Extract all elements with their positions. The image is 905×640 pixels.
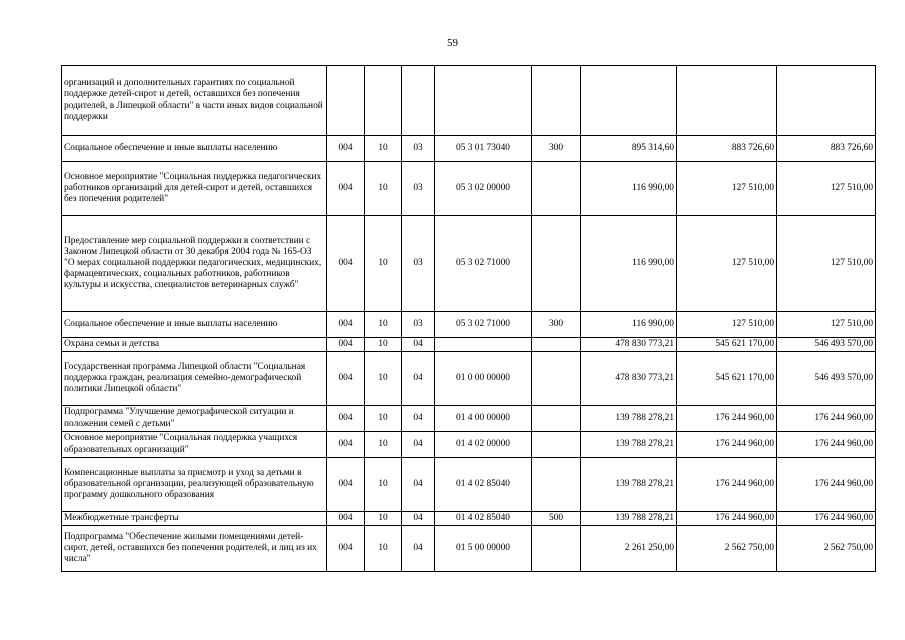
- cell-name: Государственная программа Липецкой области "Социальная поддержка граждан, реализация семейно-демографической политики Липецкой области": [62, 352, 327, 406]
- cell-amount-year2: 176 244 960,00: [677, 512, 777, 526]
- cell-expense-type: [532, 458, 581, 512]
- cell-section: 10: [365, 312, 402, 338]
- cell-subsection: 04: [402, 526, 435, 572]
- cell-subsection: 04: [402, 432, 435, 458]
- cell-target-article: 05 3 02 00000: [435, 162, 532, 216]
- cell-target-article: 01 4 02 00000: [435, 432, 532, 458]
- cell-name: Подпрограмма "Обеспечение жилыми помещениями детей-сирот, детей, оставшихся без попечения родителей, и лиц из их числа": [62, 526, 327, 572]
- cell-ministry: 004: [327, 406, 365, 432]
- cell-amount-year1: 139 788 278,21: [581, 432, 677, 458]
- cell-amount-year1: 116 990,00: [581, 162, 677, 216]
- cell-section: 10: [365, 458, 402, 512]
- cell-target-article: 01 4 02 85040: [435, 458, 532, 512]
- cell-section: 10: [365, 526, 402, 572]
- cell-amount-year3: 176 244 960,00: [777, 512, 876, 526]
- cell-target-article: 01 5 00 00000: [435, 526, 532, 572]
- cell-ministry: 004: [327, 458, 365, 512]
- table-row: [62, 216, 876, 312]
- cell-ministry: 004: [327, 338, 365, 352]
- cell-subsection: 03: [402, 216, 435, 312]
- cell-amount-year1: 139 788 278,21: [581, 458, 677, 512]
- cell-name: Основное мероприятие "Социальная поддержка учащихся образовательных организаций": [62, 432, 327, 458]
- page-number: 59: [447, 37, 458, 49]
- cell-target-article: 05 3 01 73040: [435, 136, 532, 162]
- cell-ministry: 004: [327, 136, 365, 162]
- cell-section: [365, 66, 402, 136]
- cell-amount-year3: [777, 66, 876, 136]
- cell-section: 10: [365, 136, 402, 162]
- cell-subsection: 03: [402, 136, 435, 162]
- table-row: [62, 432, 876, 458]
- table-row: [62, 312, 876, 338]
- cell-amount-year1: 478 830 773,21: [581, 352, 677, 406]
- budget-table: [61, 65, 876, 572]
- cell-amount-year2: 127 510,00: [677, 312, 777, 338]
- cell-amount-year3: 127 510,00: [777, 162, 876, 216]
- cell-amount-year1: 139 788 278,21: [581, 512, 677, 526]
- cell-target-article: 01 4 02 85040: [435, 512, 532, 526]
- table-row: [62, 526, 876, 572]
- cell-amount-year2: 176 244 960,00: [677, 406, 777, 432]
- cell-name: Социальное обеспечение и иные выплаты населению: [62, 136, 327, 162]
- cell-amount-year1: [581, 66, 677, 136]
- cell-target-article: 05 3 02 71000: [435, 216, 532, 312]
- cell-name: организаций и дополнительных гарантиях по социальной поддержке детей-сирот и детей, оставшихся без попечения родителей, в Липецкой области" в части иных видов социальной поддержки: [62, 66, 327, 136]
- cell-expense-type: [532, 432, 581, 458]
- cell-section: 10: [365, 338, 402, 352]
- cell-amount-year1: 116 990,00: [581, 216, 677, 312]
- cell-amount-year3: 127 510,00: [777, 312, 876, 338]
- cell-target-article: 01 0 00 00000: [435, 352, 532, 406]
- cell-subsection: 04: [402, 338, 435, 352]
- cell-amount-year3: 127 510,00: [777, 216, 876, 312]
- cell-ministry: 004: [327, 162, 365, 216]
- cell-amount-year2: 176 244 960,00: [677, 458, 777, 512]
- cell-section: 10: [365, 352, 402, 406]
- cell-amount-year2: 545 621 170,00: [677, 338, 777, 352]
- cell-section: 10: [365, 406, 402, 432]
- cell-amount-year3: 2 562 750,00: [777, 526, 876, 572]
- cell-amount-year1: 478 830 773,21: [581, 338, 677, 352]
- table-row: [62, 512, 876, 526]
- cell-ministry: 004: [327, 432, 365, 458]
- cell-amount-year2: 127 510,00: [677, 162, 777, 216]
- cell-section: 10: [365, 216, 402, 312]
- cell-expense-type: 300: [532, 136, 581, 162]
- cell-amount-year2: 127 510,00: [677, 216, 777, 312]
- cell-section: 10: [365, 432, 402, 458]
- cell-target-article: [435, 66, 532, 136]
- cell-expense-type: [532, 338, 581, 352]
- cell-ministry: 004: [327, 512, 365, 526]
- cell-name: Компенсационные выплаты за присмотр и уход за детьми в образовательной организации, реализующей образовательную программу дошкольного образования: [62, 458, 327, 512]
- cell-subsection: 04: [402, 512, 435, 526]
- cell-expense-type: [532, 526, 581, 572]
- cell-subsection: 04: [402, 352, 435, 406]
- cell-section: 10: [365, 162, 402, 216]
- cell-target-article: 05 3 02 71000: [435, 312, 532, 338]
- cell-amount-year1: 116 990,00: [581, 312, 677, 338]
- cell-amount-year2: 176 244 960,00: [677, 432, 777, 458]
- cell-amount-year2: 883 726,60: [677, 136, 777, 162]
- cell-amount-year3: 176 244 960,00: [777, 432, 876, 458]
- cell-amount-year3: 546 493 570,00: [777, 352, 876, 406]
- cell-section: 10: [365, 512, 402, 526]
- cell-amount-year1: 895 314,60: [581, 136, 677, 162]
- table-row: [62, 338, 876, 352]
- cell-name: Охрана семьи и детства: [62, 338, 327, 352]
- cell-amount-year2: [677, 66, 777, 136]
- cell-amount-year3: 883 726,60: [777, 136, 876, 162]
- table-row: [62, 458, 876, 512]
- cell-ministry: 004: [327, 216, 365, 312]
- cell-ministry: 004: [327, 352, 365, 406]
- cell-target-article: [435, 338, 532, 352]
- cell-expense-type: [532, 66, 581, 136]
- cell-ministry: 004: [327, 526, 365, 572]
- cell-subsection: 03: [402, 162, 435, 216]
- table-row: [62, 162, 876, 216]
- cell-target-article: 01 4 00 00000: [435, 406, 532, 432]
- cell-subsection: [402, 66, 435, 136]
- cell-subsection: 04: [402, 458, 435, 512]
- cell-amount-year3: 176 244 960,00: [777, 458, 876, 512]
- cell-amount-year1: 2 261 250,00: [581, 526, 677, 572]
- cell-subsection: 03: [402, 312, 435, 338]
- cell-amount-year3: 176 244 960,00: [777, 406, 876, 432]
- cell-expense-type: [532, 216, 581, 312]
- table-row: [62, 136, 876, 162]
- cell-name: Предоставление мер социальной поддержки в соответствии с Законом Липецкой области от 30 декабря 2004 года № 165-ОЗ "О мерах социальной поддержки педагогических, медицинских, фармацевтических, социальных работников, работников культуры и искусства, специалистов ветеринарных служб": [62, 216, 327, 312]
- cell-expense-type: [532, 162, 581, 216]
- cell-name: Основное мероприятие "Социальная поддержка педагогических работников организаций для детей-сирот и детей, оставшихся без попечения родителей": [62, 162, 327, 216]
- cell-subsection: 04: [402, 406, 435, 432]
- cell-name: Социальное обеспечение и иные выплаты населению: [62, 312, 327, 338]
- cell-ministry: [327, 66, 365, 136]
- cell-name: Подпрограмма "Улучшение демографической ситуации и положения семей с детьми": [62, 406, 327, 432]
- cell-amount-year1: 139 788 278,21: [581, 406, 677, 432]
- cell-ministry: 004: [327, 312, 365, 338]
- cell-amount-year2: 545 621 170,00: [677, 352, 777, 406]
- cell-name: Межбюджетные трансферты: [62, 512, 327, 526]
- table-row: [62, 406, 876, 432]
- cell-expense-type: [532, 352, 581, 406]
- table-row: [62, 352, 876, 406]
- cell-amount-year2: 2 562 750,00: [677, 526, 777, 572]
- cell-amount-year3: 546 493 570,00: [777, 338, 876, 352]
- cell-expense-type: 300: [532, 312, 581, 338]
- table-row: [62, 66, 876, 136]
- cell-expense-type: 500: [532, 512, 581, 526]
- cell-expense-type: [532, 406, 581, 432]
